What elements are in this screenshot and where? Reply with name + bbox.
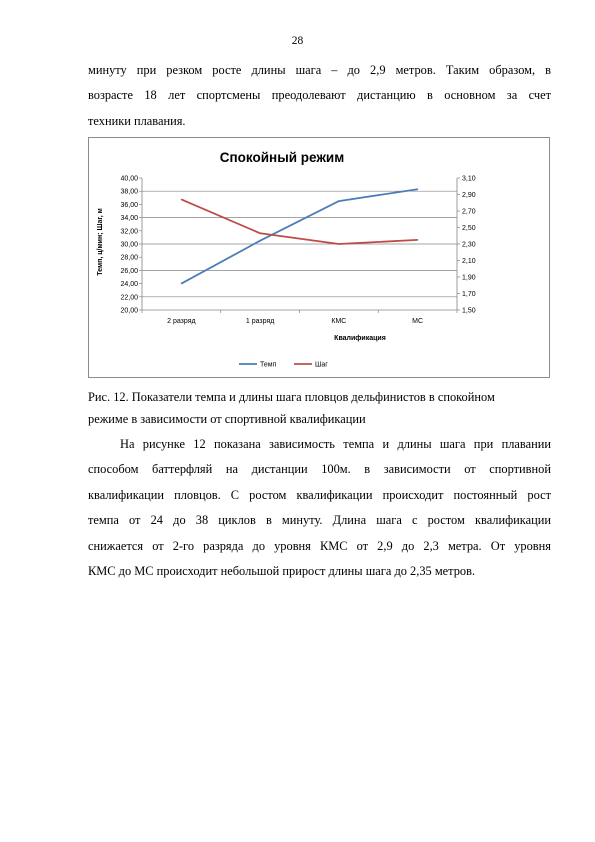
text-line: способом баттерфляй на дистанции 100м. в зависимости от спортивной	[88, 462, 551, 477]
x-axis-label: Квалификация	[334, 335, 386, 342]
text-line: минуту при резком росте длины шага – до 2,9 метров. Таким образом, в	[88, 63, 551, 77]
x-tick-label: 2 разряд	[167, 318, 196, 325]
data-point	[181, 283, 182, 284]
left-tick-label: 36,00	[120, 201, 138, 209]
right-tick-label: 2,70	[462, 208, 476, 216]
chart-canvas	[89, 138, 549, 377]
left-tick-label: 32,00	[120, 228, 138, 236]
figure-caption	[88, 386, 495, 430]
right-tick-label: 2,30	[462, 241, 476, 249]
chart-legend	[239, 362, 328, 369]
right-tick-label: 1,70	[462, 291, 476, 298]
right-tick-label: 3,10	[462, 175, 476, 183]
left-tick-label: 34,00	[120, 215, 138, 223]
chart-title: Спокойный режим	[219, 150, 345, 165]
caption-line: Рис. 12. Показатели темпа и длины шага пловцов дельфинистов в спокойном	[88, 390, 495, 404]
text-line: темпа от 24 до 38 циклов в минуту. Длина шага с ростом квалификации	[88, 513, 551, 528]
paragraph-1	[88, 58, 551, 134]
text-line: На рисунке 12 показана зависимость темпа и длины шага при плавании	[120, 437, 551, 451]
legend-label: Шаг	[315, 361, 328, 369]
left-tick-label: 24,00	[120, 281, 138, 289]
data-point	[417, 189, 418, 190]
caption-line: режиме в зависимости от спортивной квалификации	[88, 412, 366, 426]
legend-label: Темп	[260, 361, 277, 369]
left-tick-label: 28,00	[120, 254, 138, 262]
page-number: 28	[291, 35, 304, 47]
chart-series	[181, 189, 418, 285]
x-axis-ticks	[167, 318, 423, 325]
series-line-tempo	[181, 189, 417, 283]
right-tick-label: 1,90	[462, 274, 476, 282]
right-tick-label: 1,50	[462, 307, 476, 315]
data-point	[338, 243, 339, 244]
data-point	[260, 240, 261, 241]
text-line: КМС до МС происходит небольшой прирост длины шага до 2,35 метров.	[88, 564, 476, 579]
left-tick-label: 38,00	[120, 188, 138, 196]
left-tick-label: 22,00	[120, 294, 138, 302]
text-line: снижается от 2-го разряда до уровня КМС от 2,9 до 2,3 метра. От уровня	[88, 538, 551, 553]
text-line: квалификации пловцов. С ростом квалификации происходит постоянный рост	[88, 487, 551, 502]
right-axis-ticks	[462, 176, 476, 315]
left-tick-label: 40,00	[120, 175, 138, 183]
left-tick-label: 30,00	[120, 241, 138, 249]
right-tick-label: 2,50	[462, 225, 476, 232]
data-point	[338, 201, 339, 202]
left-axis-ticks	[120, 176, 138, 315]
y-axis-label: Темп, ц/мин; Шаг, м	[97, 208, 104, 276]
right-tick-label: 2,90	[462, 192, 476, 199]
chart	[88, 137, 550, 378]
text-line: техники плавания.	[88, 113, 186, 128]
data-point	[260, 233, 261, 234]
chart-grid	[139, 178, 460, 313]
text-line: возрасте 18 лет спортсмены преодолевают дистанцию в основном за счет	[88, 88, 551, 103]
paragraph-2	[88, 432, 551, 584]
data-point	[181, 199, 182, 200]
x-tick-label: 1 разряд	[245, 318, 275, 325]
left-tick-label: 26,00	[120, 267, 138, 275]
x-tick-label: КМС	[331, 318, 347, 325]
data-point	[417, 239, 418, 240]
x-tick-label: МС	[412, 318, 424, 325]
right-tick-label: 2,10	[462, 258, 476, 265]
left-tick-label: 20,00	[120, 307, 138, 315]
